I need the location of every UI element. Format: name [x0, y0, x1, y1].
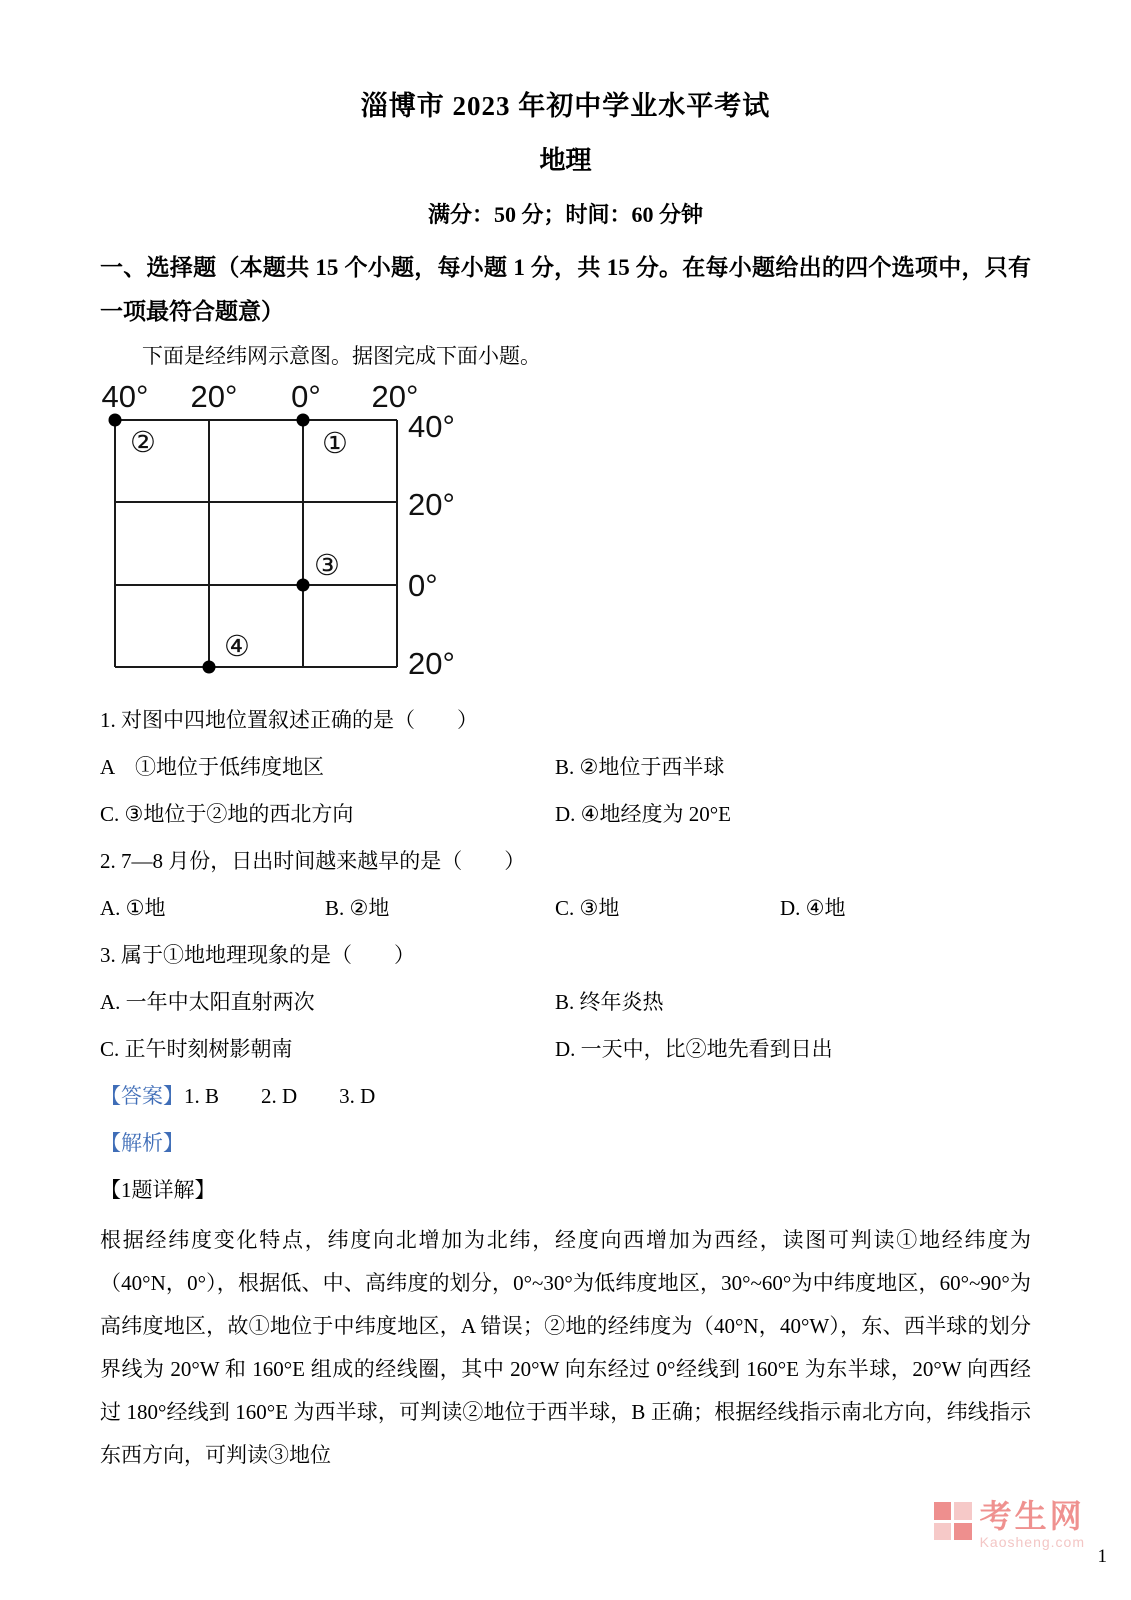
longitude-label-20w: 20° — [190, 379, 238, 414]
point-labels — [130, 427, 348, 663]
longitude-label-0: 0° — [291, 379, 321, 414]
top-axis-labels — [102, 379, 419, 414]
point-3-label: ③ — [314, 550, 340, 582]
question-2-option-d: D. ④地 — [780, 896, 846, 920]
analysis-paragraph: 根据经纬度变化特点，纬度向北增加为北纬，经度向西增加为西经，读图可判读①地经纬度为（40°N，0°），根据低、中、高纬度的划分，0°~30°为低纬度地区，30°~60°为中纬度地区，60°~90°为高纬度地区，故①地位于中纬度地区，A 错误；②地的经纬度为（40°N，40°W），东、西半球的划分界线为 20°W 和 160°E 组成的经线圈，其中 20°W 向东经过 0°经线到 160°E 为东半球，20°W 向西经过 180°经线到 160°E 为西半球，可判读②地位于西半球，B 正确；根据经线指示南北方向，纬线指示东西方向，可判读③地位 — [100, 1228, 1031, 1467]
question-2 — [100, 845, 1031, 925]
exam-score-time: 满分：50 分；时间：60 分钟 — [427, 202, 703, 227]
question-2-option-c: C. ③地 — [555, 896, 620, 920]
kaosheng-watermark — [934, 1499, 1085, 1550]
question-group-intro: 下面是经纬网示意图。据图完成下面小题。 — [142, 344, 541, 368]
question-3 — [100, 939, 1031, 1066]
analysis-row — [100, 1127, 1031, 1160]
question-1-option-c: C. ③地位于②地的西北方向 — [100, 802, 354, 826]
section-heading: 一、选择题（本题共 15 个小题，每小题 1 分，共 15 分。在每小题给出的四个选项中，只有一项最符合题意） — [100, 255, 1031, 324]
exam-subject: 地理 — [539, 146, 592, 175]
question-2-option-b: B. ②地 — [325, 896, 390, 920]
latitude-label-0: 0° — [408, 568, 438, 603]
question-1-option-a: A ①地位于低纬度地区 — [100, 755, 325, 779]
question-2-option-a: A. ①地 — [100, 896, 166, 920]
latitude-label-20n: 20° — [408, 487, 455, 522]
page-number: 1 — [1097, 1546, 1107, 1567]
kaosheng-domain: Kaosheng.com — [979, 1534, 1085, 1550]
question-1 — [100, 704, 1031, 831]
grid-lines — [115, 420, 397, 667]
kaosheng-logo-icon — [934, 1502, 972, 1540]
point-4-label: ④ — [224, 631, 250, 663]
detail-heading-q1: 【1题详解】 — [100, 1178, 216, 1202]
latitude-label-40n: 40° — [408, 409, 455, 444]
exam-title: 淄博市 2023 年初中学业水平考试 — [360, 91, 771, 121]
question-3-stem: 3. 属于①地地理现象的是（ ） — [100, 943, 415, 967]
point-1-label: ① — [322, 428, 348, 460]
question-3-options-row-2 — [100, 1033, 1031, 1066]
answer-label: 【答案】 — [100, 1084, 184, 1108]
kaosheng-name: 考生网 — [979, 1498, 1085, 1534]
point-3-dot — [297, 579, 310, 592]
latitude-label-20s: 20° — [408, 646, 455, 681]
question-3-option-a: A. 一年中太阳直射两次 — [100, 990, 315, 1014]
longitude-label-20e: 20° — [371, 379, 419, 414]
analysis-label: 【解析】 — [100, 1131, 184, 1155]
point-4-dot — [203, 661, 216, 674]
question-3-option-b: B. 终年炎热 — [555, 990, 664, 1014]
question-3-option-c: C. 正午时刻树影朝南 — [100, 1037, 293, 1061]
question-1-option-d: D. ④地经度为 20°E — [555, 802, 731, 826]
kaosheng-watermark-text — [980, 1499, 1085, 1550]
point-2-dot — [109, 414, 122, 427]
point-2-label: ② — [130, 427, 156, 459]
question-1-stem: 1. 对图中四地位置叙述正确的是（ ） — [100, 708, 478, 732]
question-3-option-d: D. 一天中，比②地先看到日出 — [555, 1037, 833, 1061]
answer-row — [100, 1080, 1031, 1113]
question-2-options-row — [100, 892, 1031, 925]
question-2-stem: 2. 7—8 月份，日出时间越来越早的是（ ） — [100, 849, 526, 873]
question-1-options-row-2 — [100, 798, 1031, 831]
question-1-option-b: B. ②地位于西半球 — [555, 755, 725, 779]
question-3-options-row-1 — [100, 986, 1031, 1019]
point-1-dot — [297, 414, 310, 427]
question-1-options-row-1 — [100, 751, 1031, 784]
diagram-container — [95, 375, 1031, 690]
longitude-label-40: 40° — [101, 379, 149, 414]
right-axis-labels — [408, 409, 455, 681]
answer-text: 1. B 2. D 3. D — [184, 1084, 376, 1108]
lat-long-grid-diagram — [95, 375, 495, 690]
